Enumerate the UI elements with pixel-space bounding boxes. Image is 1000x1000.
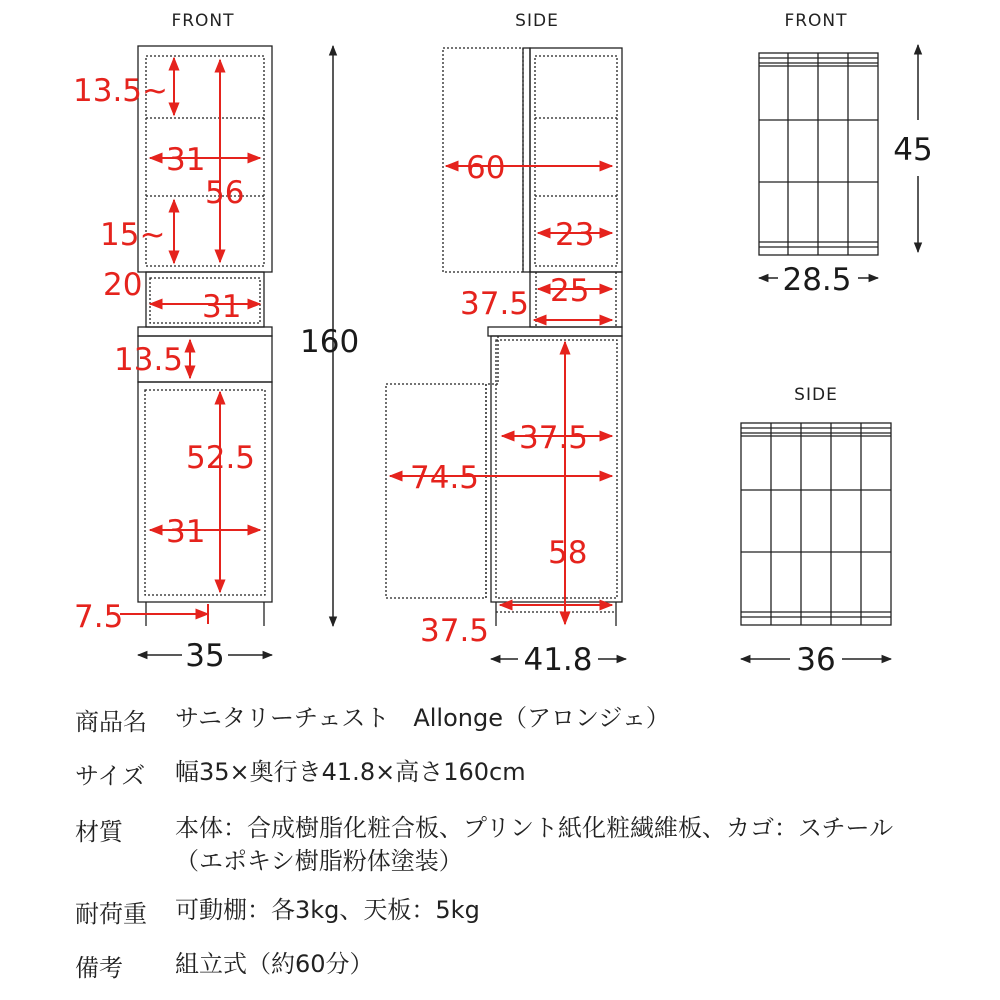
basket-front-height-45: 45 <box>893 132 933 168</box>
spec-value <box>175 812 975 878</box>
spec-label: 備考 <box>75 954 123 982</box>
spec-value <box>175 702 975 735</box>
side-dim-60: 60 <box>466 150 506 186</box>
spec-value-line: 可動棚：各3kg、天板：5kg <box>175 896 480 924</box>
front-dim-56: 56 <box>205 175 245 211</box>
front-width-35: 35 <box>185 638 225 674</box>
side-dim-37-5-a: 37.5 <box>460 286 530 322</box>
spec-value-line: サニタリーチェスト Allonge（アロンジェ） <box>175 704 670 732</box>
spec-value <box>175 894 975 927</box>
side-dim-37-5-b: 37.5 <box>519 420 589 456</box>
spec-label: 商品名 <box>75 708 147 736</box>
front-dim-31-a: 31 <box>166 142 206 178</box>
basket-side-title: SIDE <box>794 385 838 405</box>
spec-value-line: 幅35×奥行き41.8×高さ160cm <box>175 758 526 786</box>
spec-value <box>175 948 975 981</box>
basket-side <box>741 423 891 625</box>
front-dim-7-5: 7.5 <box>74 599 124 635</box>
front-dim-52-5: 52.5 <box>186 440 256 476</box>
side-dim-25: 25 <box>550 273 590 309</box>
main-front-title: FRONT <box>171 11 235 31</box>
front-dim-31-b: 31 <box>202 289 242 325</box>
spec-value-line: （エポキシ樹脂粉体塗装） <box>175 847 463 875</box>
front-height-160: 160 <box>300 324 360 360</box>
spec-value-line: 組立式（約60分） <box>175 950 374 978</box>
spec-value <box>175 756 975 789</box>
side-dim-37-5-c: 37.5 <box>420 613 490 649</box>
main-side-title: SIDE <box>515 11 559 31</box>
spec-label: サイズ <box>75 762 146 790</box>
side-dim-74-5: 74.5 <box>410 460 480 496</box>
spec-label: 耐荷重 <box>75 900 147 928</box>
basket-front-width-28-5: 28.5 <box>782 262 852 298</box>
basket-side-width-36: 36 <box>796 642 836 678</box>
basket-front-title: FRONT <box>784 11 848 31</box>
front-dim-20: 20 <box>103 267 143 303</box>
front-dim-15: 15~ <box>100 217 166 253</box>
spec-label: 材質 <box>75 818 123 846</box>
spec-value-line: 本体：合成樹脂化粧合板、プリント紙化粧繊維板、カゴ：スチール <box>175 814 894 842</box>
front-dim-13-5: 13.5 <box>114 342 184 378</box>
side-dim-58: 58 <box>548 535 588 571</box>
side-dim-23: 23 <box>555 217 595 253</box>
side-depth-41-8: 41.8 <box>523 642 593 678</box>
front-dim-13-5-top: 13.5~ <box>73 73 168 109</box>
front-dim-31-c: 31 <box>166 514 206 550</box>
basket-front <box>759 53 878 255</box>
